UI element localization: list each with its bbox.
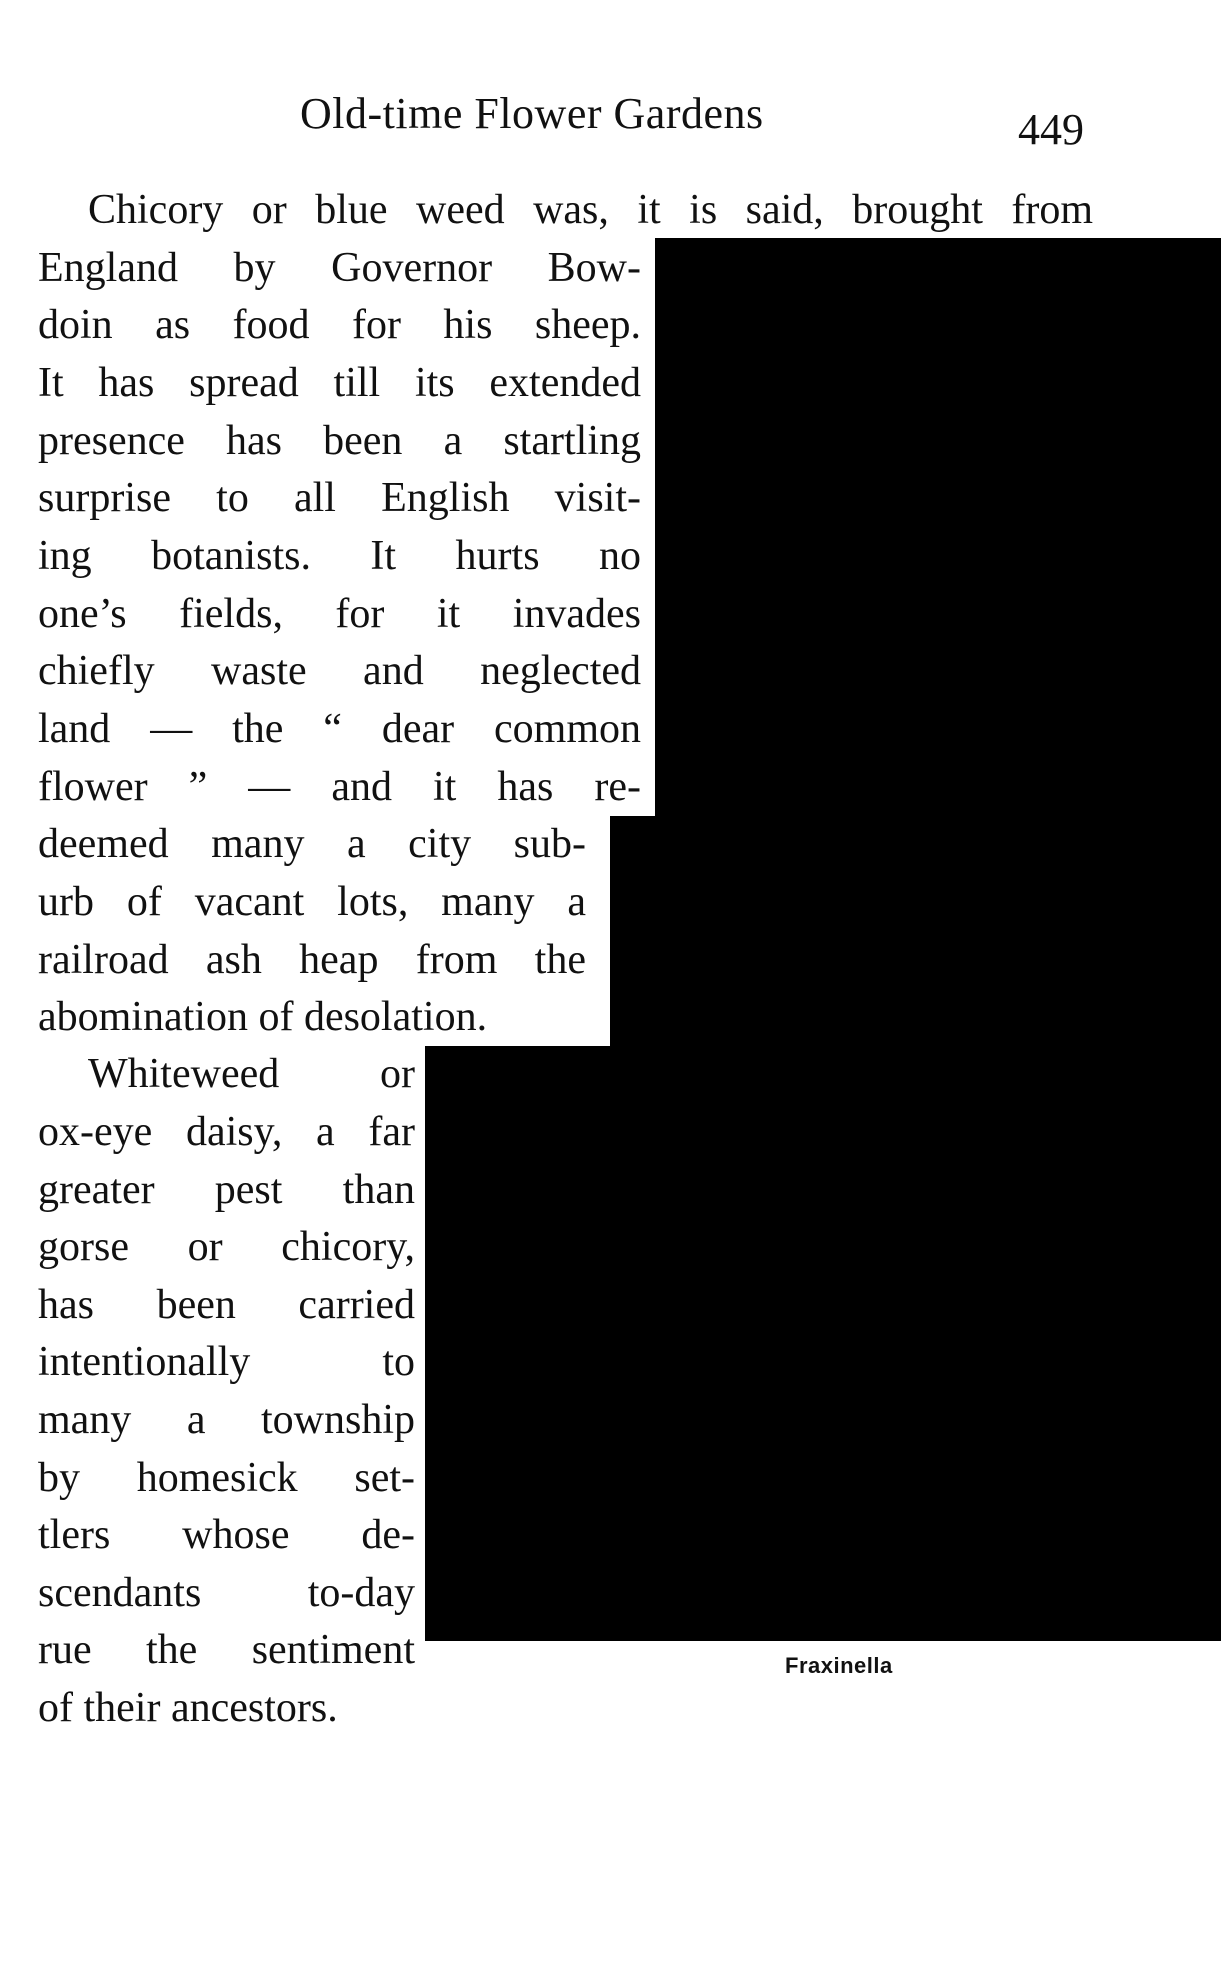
figure-caption: Fraxinella <box>785 1653 893 1678</box>
text-line: Whiteweed or <box>88 1051 415 1097</box>
text-line: urb of vacant lots, many a <box>38 879 586 925</box>
page-number: 449 <box>1018 105 1084 154</box>
figure-image-lower <box>425 1046 1221 1641</box>
text-line: ox-eye daisy, a far <box>38 1109 415 1155</box>
text-line: It has spread till its extended <box>38 360 641 406</box>
text-line: deemed many a city sub- <box>38 821 586 867</box>
text-line: gorse or chicory, <box>38 1224 415 1270</box>
text-line: England by Governor Bow- <box>38 245 641 291</box>
text-line: flower ” — and it has re- <box>38 764 641 810</box>
text-line: tlers whose de- <box>38 1512 415 1558</box>
text-line: by homesick set- <box>38 1455 415 1501</box>
text-line: many a township <box>38 1397 415 1443</box>
text-line: Chicory or blue weed was, it is said, brought from <box>88 187 1093 233</box>
text-line: greater pest than <box>38 1167 415 1213</box>
text-line: has been carried <box>38 1282 415 1328</box>
text-line: scendants to-day <box>38 1570 415 1616</box>
running-title: Old-time Flower Gardens <box>300 89 764 138</box>
text-line: intentionally to <box>38 1339 415 1385</box>
text-line: land — the “ dear common <box>38 706 641 752</box>
text-line: surprise to all English visit- <box>38 475 641 521</box>
text-line: one’s fields, for it invades <box>38 591 641 637</box>
figure-image-upper <box>655 238 1221 816</box>
text-line: ing botanists. It hurts no <box>38 533 641 579</box>
text-line: railroad ash heap from the <box>38 937 586 983</box>
text-line: of their ancestors. <box>38 1685 338 1731</box>
text-line: abomination of desolation. <box>38 994 488 1040</box>
text-line: rue the sentiment <box>38 1627 415 1673</box>
text-line: doin as food for his sheep. <box>38 302 641 348</box>
text-line: presence has been a startling <box>38 418 641 464</box>
figure-image-middle <box>610 816 1221 1046</box>
text-line: chiefly waste and neglected <box>38 648 641 694</box>
